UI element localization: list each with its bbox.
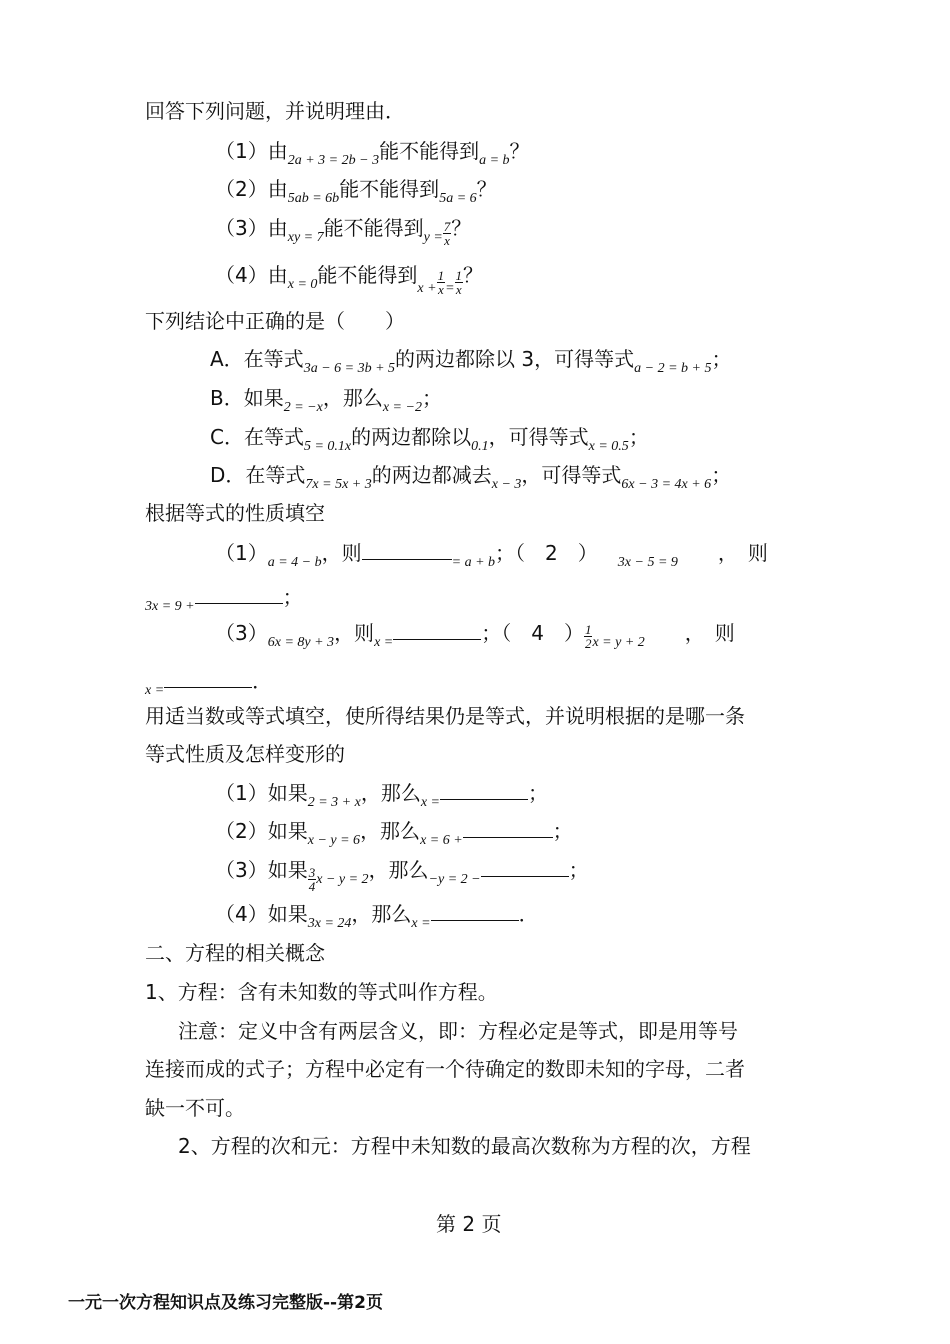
q3-line-1: $(1)_{a = 4 - b}$，则 $_{= a + b}$；（ 2 ） $_{3x - 5 = 9}$ ， 则 <box>215 541 768 570</box>
q4-title-2: 等式性质及怎样变形的 <box>145 742 345 766</box>
q3-title: 根据等式的性质填空 <box>145 501 325 525</box>
q4-item-4: （4）如果$_{3x = 24}$，那么$_{x =}$ ． <box>215 902 539 931</box>
q1-item-1: （1）由$_{2a + 3 = 2b - 3}$能不能得到$_{a = b}$？ <box>215 139 530 168</box>
q4-blank-4[interactable] <box>431 902 519 921</box>
q4-blank-3[interactable] <box>481 858 569 877</box>
q3-blank-3[interactable] <box>393 621 481 640</box>
q4-blank-1[interactable] <box>440 781 528 800</box>
q2-option-d: D．在等式$_{7x = 5x + 3}$的两边都减去$_{x - 3}$，可得等式$_{6x - 3 = 4x + 6}$； <box>210 463 732 492</box>
q2-title: 下列结论中正确的是（ ） <box>145 309 405 333</box>
q3-line-3: $(3)_{6x = 8y + 3}$，则$_{x =}$ ；（ 4 ） $\frac{1}{2}$ $_{x = y + 2}$ ， 则 <box>215 621 735 651</box>
note-line-2: 连接而成的式子；方程中必定有一个待确定的数即未知的字母，二者 <box>145 1057 745 1081</box>
q4-item-3: （3）如果 $\frac{3}{4}$ $_{x - y = 2}$，那么$_{-y = 2 -}$ ； <box>215 858 589 894</box>
q2-option-a: A．在等式$_{3a - 6 = 3b + 5}$的两边都除以 3，可得等式$_{a - 2 = b + 5}$； <box>210 347 732 376</box>
footer-title: 一元一次方程知识点及练习完整版--第2页 <box>68 1293 383 1313</box>
q1-title: 回答下列问题，并说明理由． <box>145 99 405 123</box>
q4-item-1: （1）如果$_{2 = 3 + x}$，那么$_{x =}$ ； <box>215 781 549 810</box>
q4-title-1: 用适当数或等式填空，使所得结果仍是等式，并说明根据的是哪一条 <box>145 704 745 728</box>
page-number: 第 2 页 <box>436 1212 502 1236</box>
q3-line-4: $_{x =}$ ． <box>145 669 273 698</box>
note-line-1: 注意：定义中含有两层含义，即：方程必定是等式，即是用等号 <box>158 1019 738 1043</box>
q1-item-2: （2）由$_{5ab = 6b}$能不能得到$_{5a = 6}$？ <box>215 177 497 206</box>
q2-option-c: C．在等式$_{5 = 0.1x}$的两边都除以$_{0.1}$，可得等式$_{x = 0.5}$； <box>210 425 649 454</box>
section-heading: 二、方程的相关概念 <box>145 941 325 965</box>
q3-blank-2[interactable] <box>195 585 283 604</box>
q3-blank-1[interactable] <box>362 541 452 560</box>
q1-item-3: （3）由$_{xy = 7}$能不能得到$_{y =}$ $\frac{7}{x}$ ？ <box>215 216 472 248</box>
q3-blank-4[interactable] <box>164 669 252 688</box>
definition-paragraph: 1、方程：含有未知数的等式叫作方程。 <box>145 980 498 1004</box>
q1-item-4: （4）由$_{x = 0}$能不能得到$_{x +}$ $\frac{1}{x}$ $_=$ $\frac{1}{x}$ ？ <box>215 263 484 297</box>
order-paragraph: 2、方程的次和元：方程中未知数的最高次数称为方程的次，方程 <box>158 1134 751 1158</box>
q4-item-2: （2）如果$_{x - y = 6}$，那么$_{x = 6 +}$ ； <box>215 819 573 848</box>
q4-blank-2[interactable] <box>463 819 553 838</box>
q2-option-b: B．如果$_{2 = -x}$，那么$_{x = -2}$； <box>210 386 442 415</box>
q3-line-2: $_{3x = 9 +}$ ； <box>145 585 303 614</box>
note-line-3: 缺一不可。 <box>145 1096 245 1120</box>
